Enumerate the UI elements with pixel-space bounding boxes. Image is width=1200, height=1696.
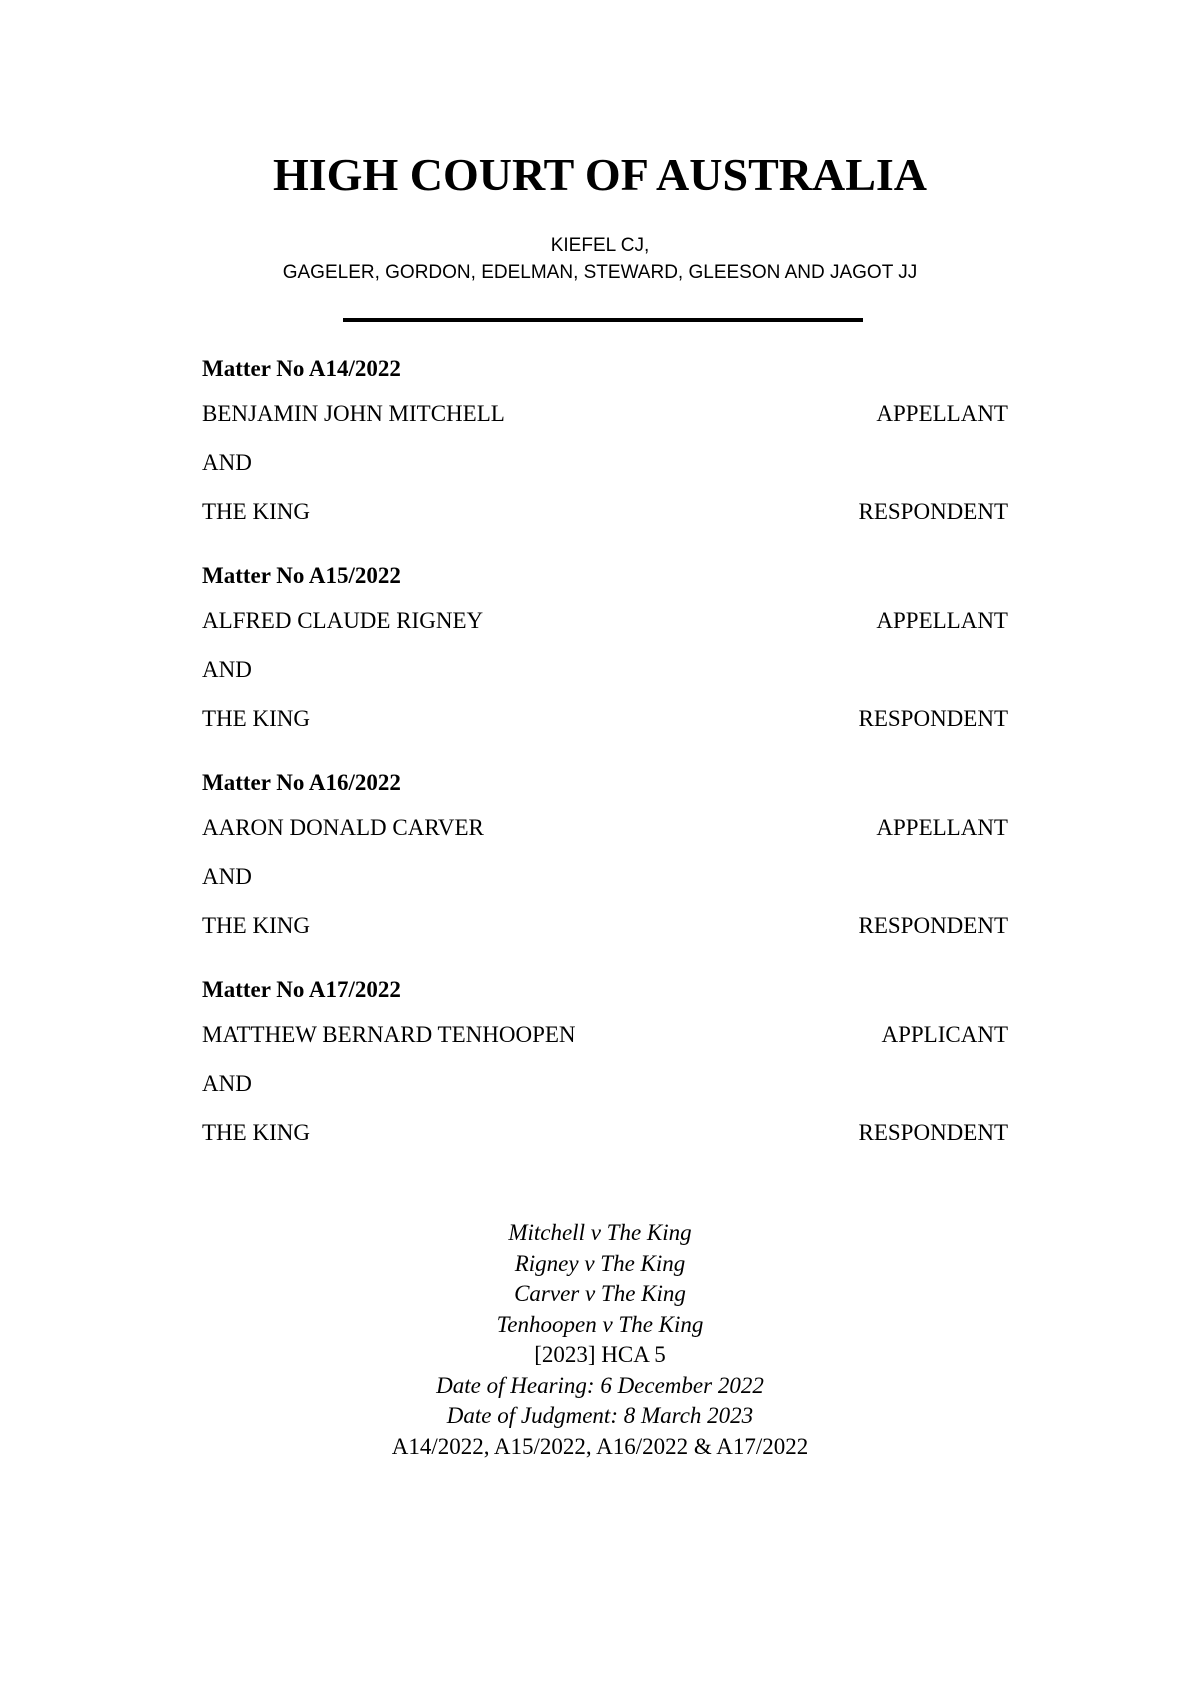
party-name: THE KING — [202, 499, 310, 524]
matter-heading: Matter No A15/2022 — [202, 563, 401, 588]
matter-heading: Matter No A17/2022 — [202, 977, 401, 1002]
matter-heading: Matter No A14/2022 — [202, 356, 401, 381]
party-name: ALFRED CLAUDE RIGNEY — [202, 608, 484, 633]
and-label: AND — [202, 864, 252, 889]
matter-block — [202, 352, 1008, 559]
and-row — [202, 446, 1008, 495]
party-row — [202, 604, 1008, 653]
party-role: APPLICANT — [881, 1022, 1008, 1047]
matter-block — [202, 559, 1008, 766]
case-name: Rigney v The King — [514, 1250, 686, 1276]
party-row — [202, 397, 1008, 446]
party-row — [202, 495, 1008, 544]
and-label: AND — [202, 1071, 252, 1096]
party-row — [202, 1116, 1008, 1165]
and-row — [202, 653, 1008, 702]
and-label: AND — [202, 450, 252, 475]
party-name: AARON DONALD CARVER — [202, 815, 484, 840]
neutral-citation: [2023] HCA 5 — [534, 1342, 666, 1367]
horizontal-divider — [343, 318, 863, 322]
case-name: Carver v The King — [514, 1281, 686, 1306]
and-row — [202, 1067, 1008, 1116]
party-row — [202, 1018, 1008, 1067]
party-role: APPELLANT — [876, 401, 1008, 426]
party-row — [202, 702, 1008, 751]
and-label: AND — [202, 657, 252, 682]
matter-block — [202, 973, 1008, 1180]
party-role: RESPONDENT — [858, 1120, 1008, 1145]
party-name: BENJAMIN JOHN MITCHELL — [202, 401, 505, 426]
judges-list — [0, 232, 1200, 286]
matter-heading: Matter No A16/2022 — [202, 770, 401, 795]
party-name: MATTHEW BERNARD TENHOOPEN — [202, 1022, 576, 1047]
court-title: HIGH COURT OF AUSTRALIA — [273, 149, 927, 200]
party-role: RESPONDENT — [858, 706, 1008, 731]
judgment-date: Date of Judgment: 8 March 2023 — [446, 1403, 754, 1428]
case-name: Tenhoopen v The King — [496, 1311, 704, 1337]
party-row — [202, 909, 1008, 958]
party-role: RESPONDENT — [858, 499, 1008, 524]
case-citation-block — [0, 1218, 1200, 1462]
matters-list — [202, 352, 1008, 1180]
party-name: THE KING — [202, 1120, 310, 1145]
party-name: THE KING — [202, 706, 310, 731]
and-row — [202, 860, 1008, 909]
matter-numbers: A14/2022, A15/2022, A16/2022 & A17/2022 — [391, 1433, 809, 1459]
party-row — [202, 811, 1008, 860]
hearing-date: Date of Hearing: 6 December 2022 — [436, 1372, 764, 1398]
party-role: APPELLANT — [876, 815, 1008, 840]
case-name: Mitchell v The King — [508, 1220, 692, 1245]
party-role: APPELLANT — [876, 608, 1008, 633]
party-name: THE KING — [202, 913, 310, 938]
judges-line-justices: GAGELER, GORDON, EDELMAN, STEWARD, GLEESON AND JAGOT JJ — [282, 262, 918, 283]
party-role: RESPONDENT — [858, 913, 1008, 938]
judges-line-chief: KIEFEL CJ, — [550, 235, 650, 256]
matter-block — [202, 766, 1008, 973]
